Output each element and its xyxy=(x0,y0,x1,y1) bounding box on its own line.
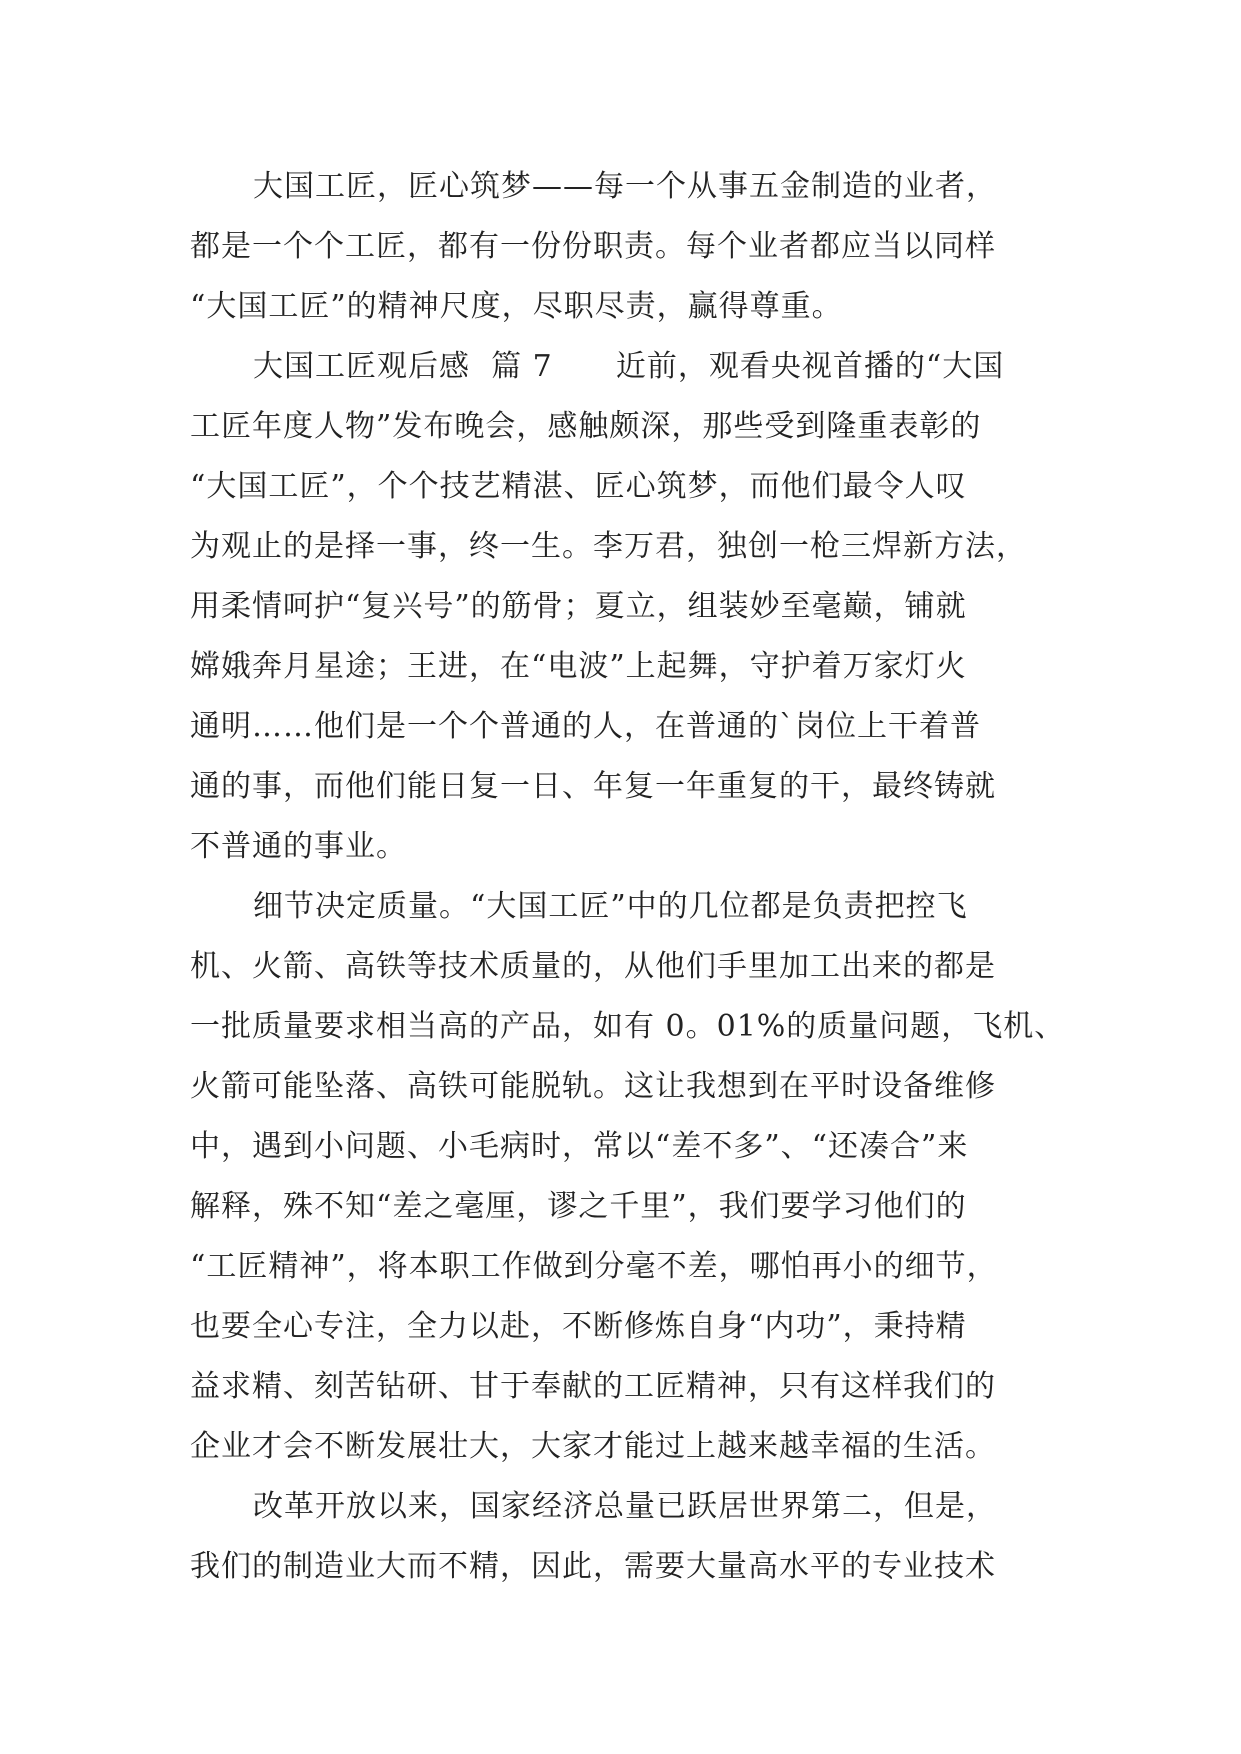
text-line: 大国工匠，匠心筑梦——每一个从事五金制造的业者， xyxy=(253,169,997,204)
paragraph-4 xyxy=(190,1477,1050,1597)
text-line: 大国工匠观后感 篇 7 近前，观看央视首播的“大国 xyxy=(253,349,1005,384)
text-line: “大国工匠”的精神尺度，尽职尽责，赢得尊重。 xyxy=(190,289,843,324)
text-line: 中，遇到小问题、小毛病时，常以“差不多”、“还凑合”来 xyxy=(190,1129,969,1164)
text-line: 一批质量要求相当高的产品，如有 0。01%的质量问题，飞机、 xyxy=(190,1009,1066,1044)
text-line: 不普通的事业。 xyxy=(190,829,407,864)
text-line: 益求精、刻苦钻研、甘于奉献的工匠精神，只有这样我们的 xyxy=(190,1369,996,1404)
text-line: 都是一个个工匠，都有一份份职责。每个业者都应当以同样 xyxy=(190,229,996,264)
paragraph-2 xyxy=(190,337,1050,877)
text-line: 嫦娥奔月星途；王进，在“电波”上起舞，守护着万家灯火 xyxy=(190,649,967,684)
text-line: 解释，殊不知“差之毫厘，谬之千里”，我们要学习他们的 xyxy=(190,1189,967,1224)
text-line: 通明……他们是一个个普通的人，在普通的`岗位上干着普 xyxy=(190,709,981,744)
text-line: 我们的制造业大而不精，因此，需要大量高水平的专业技术 xyxy=(190,1549,996,1584)
text-line: 也要全心专注，全力以赴，不断修炼自身“内功”，秉持精 xyxy=(190,1309,967,1344)
text-line: 工匠年度人物”发布晚会，感触颇深，那些受到隆重表彰的 xyxy=(190,409,982,444)
text-line: 改革开放以来，国家经济总量已跃居世界第二，但是， xyxy=(253,1489,997,1524)
paragraph-3 xyxy=(190,877,1066,1477)
text-line: “工匠精神”，将本职工作做到分毫不差，哪怕再小的细节， xyxy=(190,1249,998,1284)
text-line: 火箭可能坠落、高铁可能脱轨。这让我想到在平时设备维修 xyxy=(190,1069,996,1104)
text-line: 企业才会不断发展壮大，大家才能过上越来越幸福的生活。 xyxy=(190,1429,996,1464)
text-line: 用柔情呵护“复兴号”的筋骨；夏立，组装妙至毫巅，铺就 xyxy=(190,589,967,624)
text-line: 机、火箭、高铁等技术质量的，从他们手里加工出来的都是 xyxy=(190,949,996,984)
text-line: 为观止的是择一事，终一生。李万君，独创一枪三焊新方法， xyxy=(190,529,1027,564)
text-line: 通的事，而他们能日复一日、年复一年重复的干，最终铸就 xyxy=(190,769,996,804)
paragraph-1 xyxy=(190,157,1050,337)
text-line: 细节决定质量。“大国工匠”中的几位都是负责把控飞 xyxy=(253,889,968,924)
document-body xyxy=(190,157,1066,1597)
text-line: “大国工匠”，个个技艺精湛、匠心筑梦，而他们最令人叹 xyxy=(190,469,967,504)
